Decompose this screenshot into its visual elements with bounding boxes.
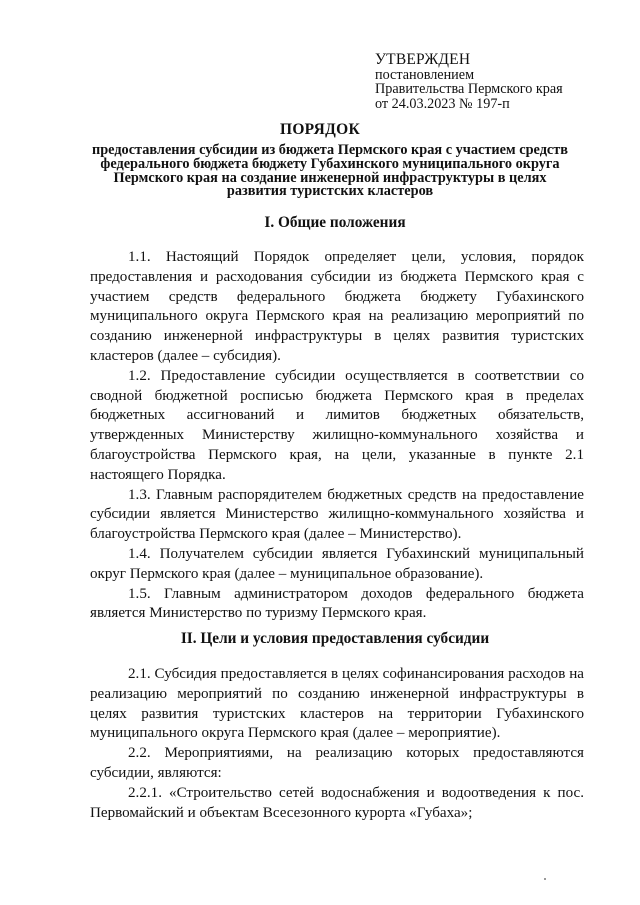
approval-heading: УТВЕРЖДЕН	[375, 51, 471, 68]
section-2-heading: II. Цели и условия предоставления субсидии	[180, 630, 490, 647]
approval-line-government: Правительства Пермского края	[375, 81, 563, 97]
section-2-body	[90, 665, 584, 823]
approval-line-date-number: от 24.03.2023 № 197-п	[375, 95, 510, 112]
section-1-body	[90, 248, 584, 624]
paragraph-2-2: 2.2. Мероприятиями, на реализацию которых предоставляются субсидии, являются:	[90, 745, 584, 781]
approval-line-resolution: постановлением	[375, 66, 475, 83]
section-1-heading: I. Общие положения	[264, 214, 406, 231]
paragraph-1-3: 1.3. Главным распорядителем бюджетных средств на предоставление субсидии является Министерство жилищно-коммунального хозяйства и благоустройства Пермского края (далее – Министерство).	[90, 486, 584, 543]
scan-speck	[544, 878, 546, 880]
document-title: ПОРЯДОК	[279, 121, 361, 138]
approval-stamp	[375, 53, 625, 111]
paragraph-1-2: 1.2. Предоставление субсидии осуществляется в соответствии со сводной бюджетной росписью бюджета Пермского края в пределах бюджетных ассигнований и лимитов бюджетных обязательств, утвержденных Министерству жилищно-коммунального хозяйства и благоустройства Пермского края, на цели, указанные в пункте 2.1 настоящего Порядка.	[90, 367, 584, 483]
paragraph-1-1: 1.1. Настоящий Порядок определяет цели, условия, порядок предоставления и расходования субсидии из бюджета Пермского края с участием средств федерального бюджета бюджету Губахинского муниципального округа Пермского края на реализацию мероприятий по созданию инженерной инфраструктуры в целях развития туристских кластеров (далее – субсидия).	[90, 249, 584, 364]
paragraph-1-4: 1.4. Получателем субсидии является Губахинский муниципальный округ Пермского края (далее – муниципальное образование).	[90, 545, 584, 582]
paragraph-2-1: 2.1. Субсидия предоставляется в целях софинансирования расходов на реализацию мероприятий по созданию инженерной инфраструктуры в целях развития туристских кластеров на территории Губахинского муниципального округа Пермского края (далее – мероприятие).	[90, 666, 584, 742]
document-subtitle: предоставления субсидии из бюджета Пермского края с участием средств федерального бюджета бюджету Губахинского муниципального округа Пермского края на создание инженерной инфраструктуры в целях развития туристских кластеров	[91, 142, 569, 200]
paragraph-2-2-1: 2.2.1. «Строительство сетей водоснабжения и водоотведения к пос. Первомайский и объектам Всесезонного курорта «Губаха»;	[90, 784, 584, 821]
paragraph-1-5: 1.5. Главным администратором доходов федерального бюджета является Министерство по туризму Пермского края.	[90, 585, 584, 622]
